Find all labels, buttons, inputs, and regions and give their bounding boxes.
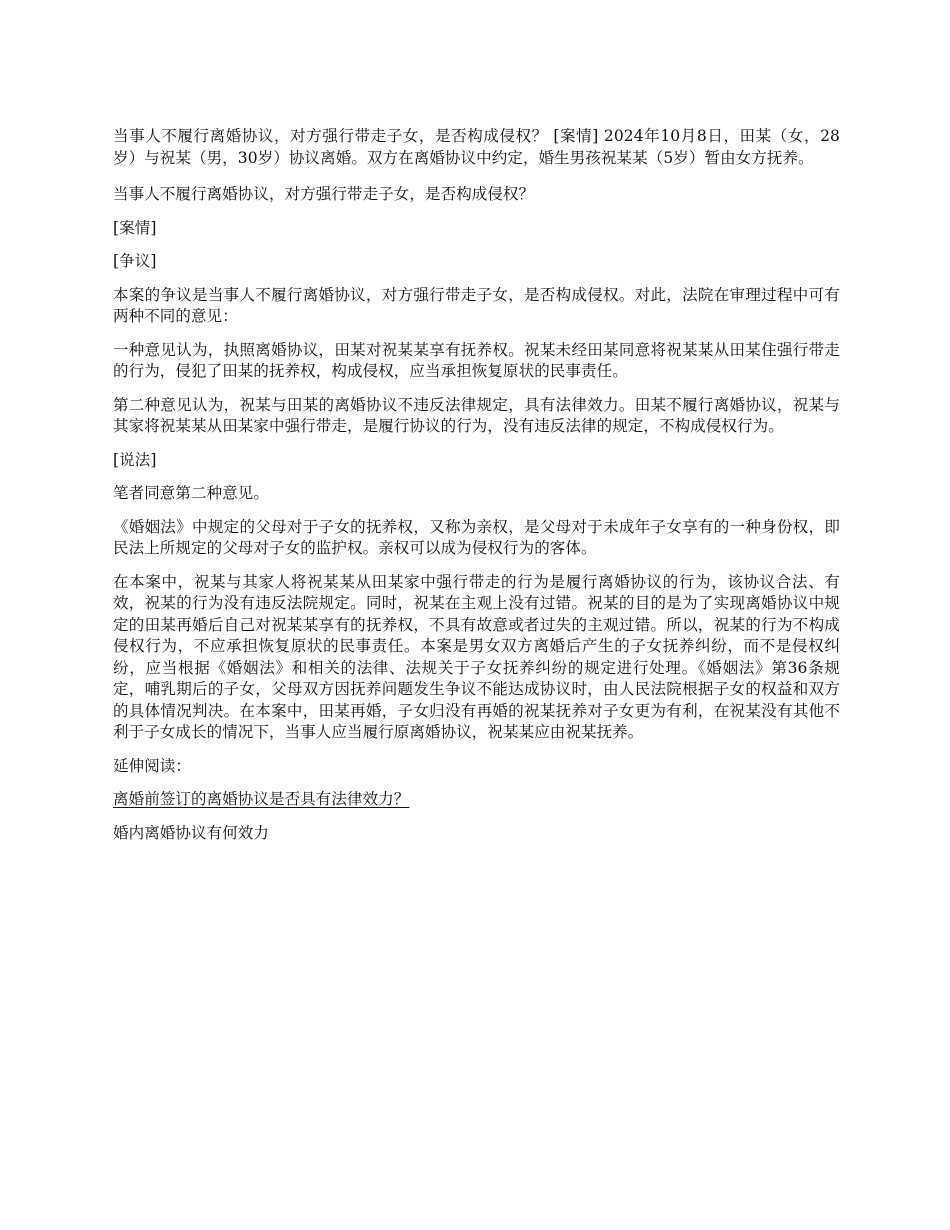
case-heading: [案情] <box>113 218 157 237</box>
law-paragraph: 《婚姻法》中规定的父母对于子女的抚养权，又称为亲权，是父母对于未成年子女享有的一种身份权，即民法上所规定的父母对子女的监护权。亲权可以成为侵权行为的客体。 <box>113 517 840 557</box>
opinion-one: 一种意见认为，执照离婚协议，田某对祝某某享有抚养权。祝某未经田某同意将祝某某从田某住强行带走的行为，侵犯了田某的抚养权，构成侵权，应当承担恢复原状的民事责任。 <box>113 340 840 380</box>
author-view: 笔者同意第二种意见。 <box>113 484 270 502</box>
extended-reading-item-1 <box>113 789 840 811</box>
dispute-heading: [争议] <box>113 252 157 270</box>
analysis-heading: [说法] <box>113 450 157 469</box>
extended-reading-link-1[interactable]: 离婚前签订的离婚协议是否具有法律效力？ <box>113 790 410 808</box>
article-body <box>113 126 840 856</box>
dispute-text: 本案的争议是当事人不履行离婚协议，对方强行带走子女，是否构成侵权。对此，法院在审理过程中可有两种不同的意见： <box>113 285 840 325</box>
case-analysis: 在本案中，祝某与其家人将祝某某从田某家中强行带走的行为是履行离婚协议的行为，该协议合法、有效，祝某的行为没有违反法院规定。同时，祝某在主观上没有过错。祝某的目的是为了实现离婚协议中规定的田某再婚后自己对祝某某享有的抚养权，不具有故意或者过失的主观过错。所以，祝某的行为不构成侵权行为，不应承担恢复原状的民事责任。本案是男女双方离婚后产生的子女抚养纠纷，而不是侵权纠纷，应当根据《婚姻法》和相关的法律、法规关于子女抚养纠纷的规定进行处理。《婚姻法》第36条规定，哺乳期后的子女，父母双方因抚养问题发生争议不能达成协议时，由人民法院根据子女的权益和双方的具体情况判决。在本案中，田某再婚，子女归没有再婚的祝某抚养对子女更为有利，在祝某没有其他不利于子女成长的情况下，当事人应当履行原离婚协议，祝某某应由祝某抚养。 <box>113 572 840 741</box>
extended-reading-label: 延伸阅读： <box>113 756 192 775</box>
article-intro: 当事人不履行离婚协议，对方强行带走子女，是否构成侵权？ [案情] 2024年10月8日，田某（女，28岁）与祝某（男，30岁）协议离婚。双方在离婚协议中约定，婚生男孩祝某某（5岁）暂由女方抚养。 <box>113 127 840 167</box>
extended-reading-item-2: 婚内离婚协议有何效力 <box>113 823 270 842</box>
opinion-two: 第二种意见认为，祝某与田某的离婚协议不违反法律规定，具有法律效力。田某不履行离婚协议，祝某与其家将祝某某从田某家中强行带走，是履行协议的行为，没有违反法律的规定，不构成侵权行为。 <box>113 395 840 435</box>
article-title: 当事人不履行离婚协议，对方强行带走子女，是否构成侵权？ <box>113 185 535 203</box>
